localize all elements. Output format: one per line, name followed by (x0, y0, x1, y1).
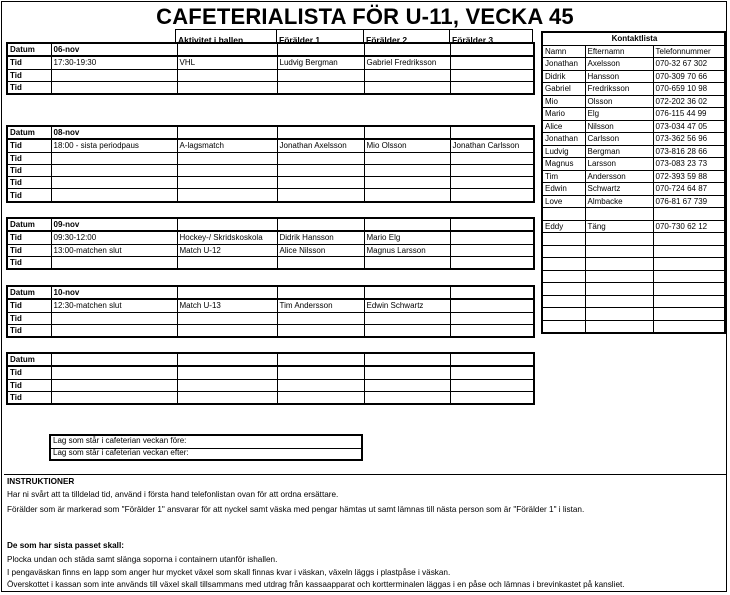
contact-first-name[interactable]: Didrik (542, 70, 585, 83)
contact-row (542, 83, 725, 96)
contact-last-name[interactable]: Carlsson (585, 133, 653, 146)
contact-first-name[interactable] (542, 258, 585, 271)
contact-phone[interactable]: 072-202 36 02 (653, 95, 725, 108)
team-week-box (49, 434, 363, 461)
contact-row (542, 320, 725, 333)
shift-time[interactable] (51, 379, 177, 391)
contact-last-name[interactable]: Axelsson (585, 58, 653, 71)
parent1-cell[interactable] (277, 189, 364, 202)
shift-activity[interactable]: Match U-12 (177, 244, 277, 256)
contact-last-name[interactable]: Täng (585, 220, 653, 233)
day-header-cell (364, 218, 450, 231)
parent3-cell[interactable] (450, 177, 534, 189)
contact-row (542, 208, 725, 221)
tid-label: Tid (7, 164, 51, 176)
contact-first-name[interactable] (542, 295, 585, 308)
last-shift-line3: Överskottet i kassan som inte används till växel skall tillsammans med utdrag från kassaapparat och kortterminalen läggas i en påse och lämnas i brevinkastet på kansliet. (7, 580, 625, 589)
parent3-cell[interactable] (450, 81, 534, 94)
contact-last-name[interactable]: Fredriksson (585, 83, 653, 96)
shift-time[interactable] (51, 177, 177, 189)
contact-row (542, 120, 725, 133)
tid-label: Tid (7, 177, 51, 189)
parent2-cell[interactable] (364, 189, 450, 202)
shift-activity[interactable] (177, 366, 277, 379)
shift-activity[interactable] (177, 164, 277, 176)
contact-phone[interactable]: 073-362 56 96 (653, 133, 725, 146)
last-shift-line1: Plocka undan och städa samt slänga soporna i containern utanför ishallen. (7, 555, 278, 564)
parent2-cell[interactable]: Mio Olsson (364, 139, 450, 152)
day-header-cell (277, 43, 364, 56)
parent2-cell[interactable] (364, 164, 450, 176)
contact-row (542, 145, 725, 158)
shift-time[interactable] (51, 366, 177, 379)
last-shift-heading: De som har sista passet skall: (7, 541, 124, 550)
contact-first-name[interactable] (542, 283, 585, 296)
day-header-row (7, 286, 534, 299)
shift-time[interactable]: 09:30-12:00 (51, 231, 177, 244)
contact-first-name[interactable] (542, 245, 585, 258)
instructions-line1: Har ni svårt att ta tilldelad tid, använd i första hand telefonlistan ovan för att ordna ersättare. (7, 490, 339, 499)
contact-phone[interactable] (653, 245, 725, 258)
shift-row (7, 69, 534, 81)
contact-last-name[interactable] (585, 308, 653, 321)
parent2-cell[interactable]: Gabriel Fredriksson (364, 56, 450, 69)
contact-first-name[interactable]: Gabriel (542, 83, 585, 96)
contact-phone[interactable]: 070-724 64 87 (653, 183, 725, 196)
shift-row (7, 366, 534, 379)
day-header-cell (450, 126, 534, 139)
contact-row (542, 308, 725, 321)
parent2-cell[interactable] (364, 391, 450, 404)
contact-title-row (542, 32, 725, 45)
shift-row (7, 164, 534, 176)
day-date: 09-nov (51, 218, 177, 231)
shift-activity[interactable] (177, 379, 277, 391)
col-parent1-header: Förälder 1 (276, 30, 364, 42)
shift-row (7, 299, 534, 312)
contact-row (542, 295, 725, 308)
shift-time[interactable] (51, 391, 177, 404)
contact-phone[interactable] (653, 258, 725, 271)
parent2-cell[interactable]: Edwin Schwartz (364, 299, 450, 312)
contact-last-name[interactable] (585, 233, 653, 246)
parent3-cell[interactable] (450, 299, 534, 312)
contact-first-name[interactable] (542, 320, 585, 333)
contact-row (542, 258, 725, 271)
shift-row (7, 312, 534, 324)
shift-time[interactable]: 17:30-19:30 (51, 56, 177, 69)
parent3-cell[interactable] (450, 164, 534, 176)
day-header-cell (177, 353, 277, 366)
contact-first-name[interactable]: Edwin (542, 183, 585, 196)
shift-time[interactable]: 18:00 - sista periodpaus (51, 139, 177, 152)
parent1-cell[interactable] (277, 324, 364, 337)
team-before-field[interactable]: Lag som står i cafeterian veckan före: (51, 436, 363, 449)
day-header-cell (364, 286, 450, 299)
contact-phone[interactable] (653, 208, 725, 221)
day-table (6, 42, 535, 95)
parent1-cell[interactable]: Jonathan Axelsson (277, 139, 364, 152)
parent2-cell[interactable] (364, 152, 450, 164)
parent1-cell[interactable] (277, 164, 364, 176)
parent2-cell[interactable] (364, 69, 450, 81)
contact-row (542, 220, 725, 233)
tid-label: Tid (7, 69, 51, 81)
parent3-cell[interactable] (450, 379, 534, 391)
shift-row (7, 56, 534, 69)
contact-phone[interactable]: 073-034 47 05 (653, 120, 725, 133)
parent3-cell[interactable] (450, 152, 534, 164)
contact-row (542, 58, 725, 71)
parent3-cell[interactable] (450, 324, 534, 337)
shift-activity[interactable]: A-lagsmatch (177, 139, 277, 152)
team-after-field[interactable]: Lag som står i cafeterian veckan efter: (53, 448, 189, 457)
parent3-cell[interactable] (450, 231, 534, 244)
contact-list-table (541, 31, 726, 334)
shift-time[interactable]: 13:00-matchen slut (51, 244, 177, 256)
shift-row (7, 391, 534, 404)
parent1-cell[interactable]: Ludvig Bergman (277, 56, 364, 69)
day-header-cell (450, 218, 534, 231)
shift-row (7, 379, 534, 391)
contact-last-name[interactable]: Olsson (585, 95, 653, 108)
shift-activity[interactable] (177, 312, 277, 324)
contact-phone[interactable]: 076-81 67 739 (653, 195, 725, 208)
day-header-cell (277, 126, 364, 139)
contact-last-name[interactable] (585, 245, 653, 258)
contact-phone[interactable] (653, 320, 725, 333)
contact-last-name[interactable]: Nilsson (585, 120, 653, 133)
contact-last-name[interactable] (585, 283, 653, 296)
shift-time[interactable] (51, 256, 177, 269)
day-header-cell (364, 43, 450, 56)
shift-row (7, 256, 534, 269)
parent2-cell[interactable] (364, 256, 450, 269)
page-title: CAFETERIALISTA FÖR U-11, VECKA 45 (156, 4, 574, 29)
parent3-cell[interactable] (450, 56, 534, 69)
tid-label: Tid (7, 312, 51, 324)
contact-list-title: Kontaktlista (542, 32, 725, 45)
contact-phone[interactable]: 070-32 67 302 (653, 58, 725, 71)
contact-first-name[interactable] (542, 308, 585, 321)
parent2-cell[interactable] (364, 379, 450, 391)
parent1-cell[interactable] (277, 256, 364, 269)
tid-label: Tid (7, 81, 51, 94)
tid-label: Tid (7, 256, 51, 269)
contact-first-name[interactable]: Alice (542, 120, 585, 133)
contact-phone[interactable]: 070-730 62 12 (653, 220, 725, 233)
day-header-cell (450, 43, 534, 56)
schedule-sheet (1, 1, 727, 592)
contact-phone[interactable]: 070-309 70 66 (653, 70, 725, 83)
contact-first-name[interactable]: Mario (542, 108, 585, 121)
day-header-cell (177, 286, 277, 299)
parent3-cell[interactable] (450, 391, 534, 404)
contact-last-name[interactable] (585, 270, 653, 283)
tid-label: Tid (7, 379, 51, 391)
parent1-cell[interactable] (277, 391, 364, 404)
parent1-cell[interactable] (277, 366, 364, 379)
day-header-cell (364, 353, 450, 366)
instructions-line2: Förälder som är markerad som "Förälder 1" ansvarar för att nyckel samt väska med pengar hämtas ut samt lämnas till nästa person som är "Förälder 1" i listan. (7, 505, 585, 514)
parent2-cell[interactable] (364, 177, 450, 189)
parent1-cell[interactable] (277, 177, 364, 189)
day-table (6, 285, 535, 338)
parent3-cell[interactable] (450, 366, 534, 379)
shift-row (7, 189, 534, 202)
tid-label: Tid (7, 152, 51, 164)
contact-first-name[interactable]: Jonathan (542, 58, 585, 71)
contact-first-name[interactable] (542, 270, 585, 283)
contact-row (542, 108, 725, 121)
tid-label: Tid (7, 231, 51, 244)
day-header-cell (364, 126, 450, 139)
tid-label: Tid (7, 189, 51, 202)
parent1-cell[interactable]: Didrik Hansson (277, 231, 364, 244)
parent3-cell[interactable] (450, 69, 534, 81)
shift-row (7, 152, 534, 164)
contact-row (542, 245, 725, 258)
contact-row (542, 70, 725, 83)
contact-phone[interactable]: 073-816 28 66 (653, 145, 725, 158)
contact-first-name[interactable]: Jonathan (542, 133, 585, 146)
day-header-row (7, 43, 534, 56)
shift-time[interactable] (51, 81, 177, 94)
day-date: 08-nov (51, 126, 177, 139)
day-header-cell (450, 353, 534, 366)
contact-phone[interactable] (653, 308, 725, 321)
contact-last-name[interactable]: Hansson (585, 70, 653, 83)
parent1-cell[interactable] (277, 312, 364, 324)
parent3-cell[interactable]: Jonathan Carlsson (450, 139, 534, 152)
instructions-heading: INSTRUKTIONER (7, 477, 75, 486)
shift-activity[interactable] (177, 256, 277, 269)
contact-last-name[interactable]: Larsson (585, 158, 653, 171)
shift-activity[interactable] (177, 324, 277, 337)
tid-label: Tid (7, 391, 51, 404)
contact-first-name[interactable]: Magnus (542, 158, 585, 171)
parent3-cell[interactable] (450, 256, 534, 269)
contact-first-name[interactable]: Love (542, 195, 585, 208)
day-table (6, 352, 535, 405)
shift-time[interactable] (51, 189, 177, 202)
parent1-cell[interactable] (277, 81, 364, 94)
contact-first-name[interactable]: Eddy (542, 220, 585, 233)
contact-last-name[interactable]: Bergman (585, 145, 653, 158)
shift-activity[interactable] (177, 391, 277, 404)
contact-row (542, 170, 725, 183)
shift-activity[interactable] (177, 69, 277, 81)
shift-time[interactable] (51, 69, 177, 81)
tid-label: Tid (7, 56, 51, 69)
shift-row (7, 244, 534, 256)
contact-last-name[interactable] (585, 258, 653, 271)
contact-phone[interactable] (653, 233, 725, 246)
datum-label: Datum (7, 43, 51, 56)
instructions-section (4, 474, 727, 593)
col-activity-header: Aktivitet i hallen (175, 30, 276, 42)
tid-label: Tid (7, 324, 51, 337)
shift-time[interactable] (51, 312, 177, 324)
shift-row (7, 81, 534, 94)
day-table (6, 217, 535, 270)
contact-phone[interactable]: 070-659 10 98 (653, 83, 725, 96)
contact-phone[interactable] (653, 270, 725, 283)
shift-activity[interactable]: Match U-13 (177, 299, 277, 312)
datum-label: Datum (7, 218, 51, 231)
day-header-cell (177, 126, 277, 139)
parent3-cell[interactable] (450, 312, 534, 324)
contact-first-name[interactable]: Tim (542, 170, 585, 183)
parent2-cell[interactable]: Magnus Larsson (364, 244, 450, 256)
day-date (51, 353, 177, 366)
shift-row (7, 324, 534, 337)
contact-first-name[interactable]: Ludvig (542, 145, 585, 158)
contact-row (542, 283, 725, 296)
contact-last-name[interactable]: Elg (585, 108, 653, 121)
day-header-cell (277, 353, 364, 366)
day-header-cell (177, 43, 277, 56)
datum-label: Datum (7, 126, 51, 139)
contact-first-name[interactable] (542, 233, 585, 246)
shift-row (7, 139, 534, 152)
contact-last-name[interactable]: Almbacke (585, 195, 653, 208)
shift-activity[interactable]: Hockey-/ Skridskoskola (177, 231, 277, 244)
shift-time[interactable] (51, 152, 177, 164)
datum-label: Datum (7, 353, 51, 366)
contact-phone[interactable]: 073-083 23 73 (653, 158, 725, 171)
parent3-cell[interactable] (450, 244, 534, 256)
contact-phone[interactable] (653, 295, 725, 308)
contact-last-name[interactable]: Schwartz (585, 183, 653, 196)
shift-activity[interactable] (177, 177, 277, 189)
parent2-cell[interactable] (364, 81, 450, 94)
contact-phone[interactable] (653, 283, 725, 296)
tid-label: Tid (7, 139, 51, 152)
contact-phone[interactable]: 076-115 44 99 (653, 108, 725, 121)
shift-activity[interactable] (177, 189, 277, 202)
contact-first-name[interactable] (542, 208, 585, 221)
parent3-cell[interactable] (450, 189, 534, 202)
shift-row (7, 177, 534, 189)
parent1-cell[interactable] (277, 379, 364, 391)
day-header-row (7, 353, 534, 366)
contact-header-row (542, 45, 725, 58)
parent2-cell[interactable] (364, 312, 450, 324)
contact-last-name[interactable]: Andersson (585, 170, 653, 183)
contact-last-name[interactable] (585, 295, 653, 308)
contact-row (542, 233, 725, 246)
day-header-cell (277, 218, 364, 231)
shift-activity[interactable]: VHL (177, 56, 277, 69)
contact-column-header: Telefonnummer (653, 45, 725, 58)
contact-last-name[interactable] (585, 320, 653, 333)
shift-row (7, 231, 534, 244)
contact-row (542, 158, 725, 171)
day-header-cell (177, 218, 277, 231)
parent1-cell[interactable]: Tim Andersson (277, 299, 364, 312)
contact-row (542, 133, 725, 146)
contact-row (542, 270, 725, 283)
col-parent3-header: Förälder 3 (449, 30, 534, 42)
last-shift-line2: I pengaväskan finns en lapp som anger hur mycket växel som skall finnas kvar i väskan, växeln läggs i plastpåse i väskan. (7, 568, 451, 577)
contact-row (542, 95, 725, 108)
contact-column-header: Efternamn (585, 45, 653, 58)
parent2-cell[interactable] (364, 324, 450, 337)
parent1-cell[interactable] (277, 69, 364, 81)
contact-last-name[interactable] (585, 208, 653, 221)
contact-row (542, 183, 725, 196)
parent1-cell[interactable]: Alice Nilsson (277, 244, 364, 256)
contact-phone[interactable]: 072-393 59 88 (653, 170, 725, 183)
shift-time[interactable] (51, 164, 177, 176)
shift-time[interactable] (51, 324, 177, 337)
day-table (6, 125, 535, 203)
day-header-cell (450, 286, 534, 299)
tid-label: Tid (7, 244, 51, 256)
shift-activity[interactable] (177, 152, 277, 164)
day-header-row (7, 126, 534, 139)
parent2-cell[interactable] (364, 366, 450, 379)
day-header-row (7, 218, 534, 231)
day-header-cell (277, 286, 364, 299)
shift-time[interactable]: 12:30-matchen slut (51, 299, 177, 312)
day-date: 06-nov (51, 43, 177, 56)
column-header-row (175, 29, 533, 45)
parent2-cell[interactable]: Mario Elg (364, 231, 450, 244)
shift-activity[interactable] (177, 81, 277, 94)
day-date: 10-nov (51, 286, 177, 299)
tid-label: Tid (7, 299, 51, 312)
contact-first-name[interactable]: Mio (542, 95, 585, 108)
col-parent2-header: Förälder 2 (363, 30, 450, 42)
datum-label: Datum (7, 286, 51, 299)
contact-column-header: Namn (542, 45, 585, 58)
parent1-cell[interactable] (277, 152, 364, 164)
contact-row (542, 195, 725, 208)
tid-label: Tid (7, 366, 51, 379)
